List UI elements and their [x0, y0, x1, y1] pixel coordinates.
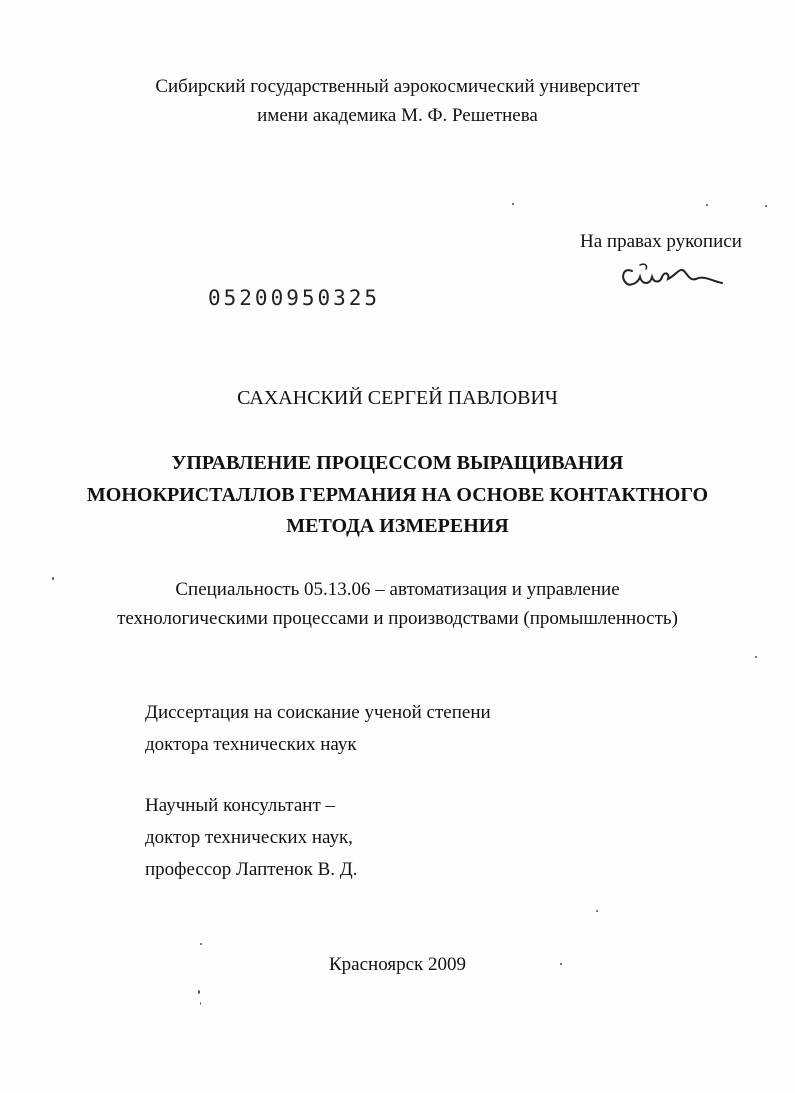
scan-speck — [765, 205, 767, 207]
scan-speck — [200, 943, 202, 945]
consultant-line1: Научный консультант – — [145, 795, 335, 816]
dissertation-line2: доктора технических наук — [145, 734, 357, 755]
consultant-line3: профессор Лаптенок В. Д. — [145, 859, 358, 880]
scan-speck — [755, 656, 757, 658]
scan-speck — [198, 990, 200, 994]
consultant-line2: доктор технических наук, — [145, 827, 353, 848]
dissertation-line1: Диссертация на соискание ученой степени — [145, 702, 491, 723]
scan-speck — [706, 204, 708, 206]
scan-speck — [512, 203, 514, 205]
title-line2: МОНОКРИСТАЛЛОВ ГЕРМАНИЯ НА ОСНОВЕ КОНТАКТНОГО — [86, 484, 709, 506]
serial-number: 05200950325 — [208, 286, 381, 310]
rights-label: На правах рукописи — [580, 231, 742, 252]
specialty-line1: Специальность 05.13.06 – автоматизация и управление — [175, 579, 620, 600]
signature-icon — [618, 255, 728, 299]
university-name-line1: Сибирский государственный аэрокосмический университет — [155, 76, 640, 97]
author-name: САХАНСКИЙ СЕРГЕЙ ПАВЛОВИЧ — [237, 387, 558, 409]
specialty-line2: технологическими процессами и производствами (промышленность) — [117, 608, 678, 629]
city-year: Красноярск 2009 — [329, 954, 466, 975]
title-line1: УПРАВЛЕНИЕ ПРОЦЕССОМ ВЫРАЩИВАНИЯ — [171, 452, 624, 474]
scan-speck — [560, 963, 562, 965]
scan-speck — [200, 1002, 201, 1005]
university-name-line2: имени академика М. Ф. Решетнева — [257, 105, 538, 126]
title-line3: МЕТОДА ИЗМЕРЕНИЯ — [286, 515, 509, 537]
scan-speck — [52, 577, 54, 580]
scan-speck — [596, 910, 598, 912]
